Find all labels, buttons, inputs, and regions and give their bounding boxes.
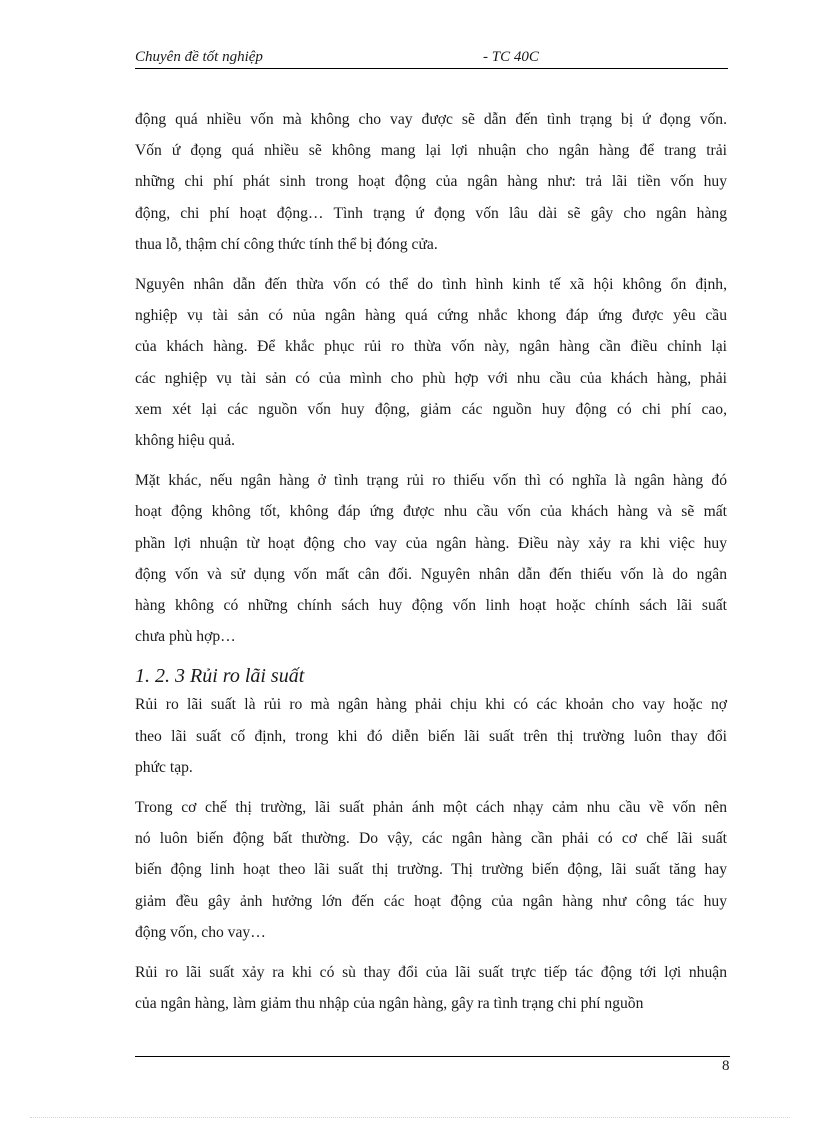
text-line: thua lỗ, thậm chí công thức tính thể bị đóng cửa. (135, 235, 438, 253)
text-line: nó luôn biến động bất thường. Do vậy, các ngân hàng cần phải có cơ chế lãi suất (135, 830, 727, 848)
text-line: Mặt khác, nếu ngân hàng ở tình trạng rủi ro thiếu vốn thì có nghĩa là ngân hàng đó (135, 472, 727, 490)
text-line: của khách hàng. Để khắc phục rủi ro thừa vốn này, ngân hàng cần điều chỉnh lại (135, 338, 727, 356)
text-line: Rủi ro lãi suất xảy ra khi có sù thay đổi của lãi suất trực tiếp tác động tới lợi nhuận (135, 964, 727, 982)
text-line: biến động linh hoạt theo lãi suất thị trường. Thị trường biến động, lãi suất tăng hay (135, 861, 727, 879)
text-line: Trong cơ chế thị trường, lãi suất phản ánh một cách nhạy cảm nhu cầu về vốn nên (135, 799, 727, 817)
section-paragraph-1 (135, 689, 727, 783)
text-line: động vốn và sử dụng vốn mất cân đối. Nguyên nhân dẫn đến thiếu vốn là do ngân (135, 565, 727, 583)
text-line: động vốn, cho vay… (135, 923, 266, 941)
text-line: không hiệu quả. (135, 432, 236, 450)
text-line: nghiệp vụ tài sản có nủa ngân hàng quá cứng nhắc khong đáp ứng được yêu cầu (135, 307, 727, 325)
page-bottom-border (30, 1117, 790, 1118)
paragraph-3 (135, 465, 727, 652)
text-line: động quá nhiều vốn mà không cho vay được sẽ dẫn đến tình trạng bị ứ đọng vốn. (135, 111, 727, 128)
text-line: các nghiệp vụ tài sản có của mình cho phù hợp với nhu cầu của khách hàng, phải (135, 369, 727, 387)
text-line: phức tạp. (135, 758, 193, 776)
text-line: những chi phí phát sinh trong hoạt động của ngân hàng như: trả lãi tiền vốn huy (135, 173, 727, 191)
text-line: Vốn ứ đọng quá nhiều sẽ không mang lại lợi nhuận cho ngân hàng để trang trải (135, 142, 727, 160)
text-line: chưa phù hợp… (135, 628, 236, 646)
text-line: Nguyên nhân dẫn đến thừa vốn có thể do tình hình kinh tế xã hội không ổn định, (135, 276, 727, 294)
text-line: Rủi ro lãi suất là rủi ro mà ngân hàng phải chịu khi có các khoản cho vay hoặc nợ (135, 696, 727, 714)
text-line: động, chi phí hoạt động… Tình trạng ứ đọng vốn lâu dài sẽ gây cho ngân hàng (135, 204, 727, 222)
text-line: giảm đều gây ảnh hưởng lớn đến các hoạt động của ngân hàng như công tác huy (135, 892, 727, 910)
text-line: phần lợi nhuận từ hoạt động cho vay của ngân hàng. Điều này xảy ra khi việc huy (135, 534, 727, 552)
section-paragraph-3 (135, 957, 727, 1019)
text-line: hàng không có những chính sách huy động vốn linh hoạt hoặc chính sách lãi suất (135, 597, 727, 615)
page-body (135, 104, 727, 1028)
header-document-title: Chuyên đề tốt nghiệp (135, 49, 263, 65)
page-number: 8 (722, 1058, 730, 1074)
text-line: xem xét lại các nguồn vốn huy động, giảm các nguồn huy động có chi phí cao, (135, 400, 727, 418)
text-line: hoạt động không tốt, không đáp ứng được nhu cầu vốn của khách hàng và sẽ mất (135, 503, 727, 521)
section-paragraph-2 (135, 792, 727, 948)
paragraph-1 (135, 104, 727, 260)
text-line: của ngân hàng, làm giảm thu nhập của ngân hàng, gây ra tình trạng chi phí nguồn (135, 995, 644, 1013)
footer-rule (135, 1056, 730, 1057)
page-header (135, 46, 728, 69)
paragraph-2 (135, 269, 727, 456)
text-line: theo lãi suất cố định, trong khi đó diễn biến lãi suất trên thị trường luôn thay đổi (135, 727, 727, 745)
section-heading: 1. 2. 3 Rủi ro lãi suất (135, 665, 305, 688)
header-class-code: - TC 40C (483, 49, 539, 65)
